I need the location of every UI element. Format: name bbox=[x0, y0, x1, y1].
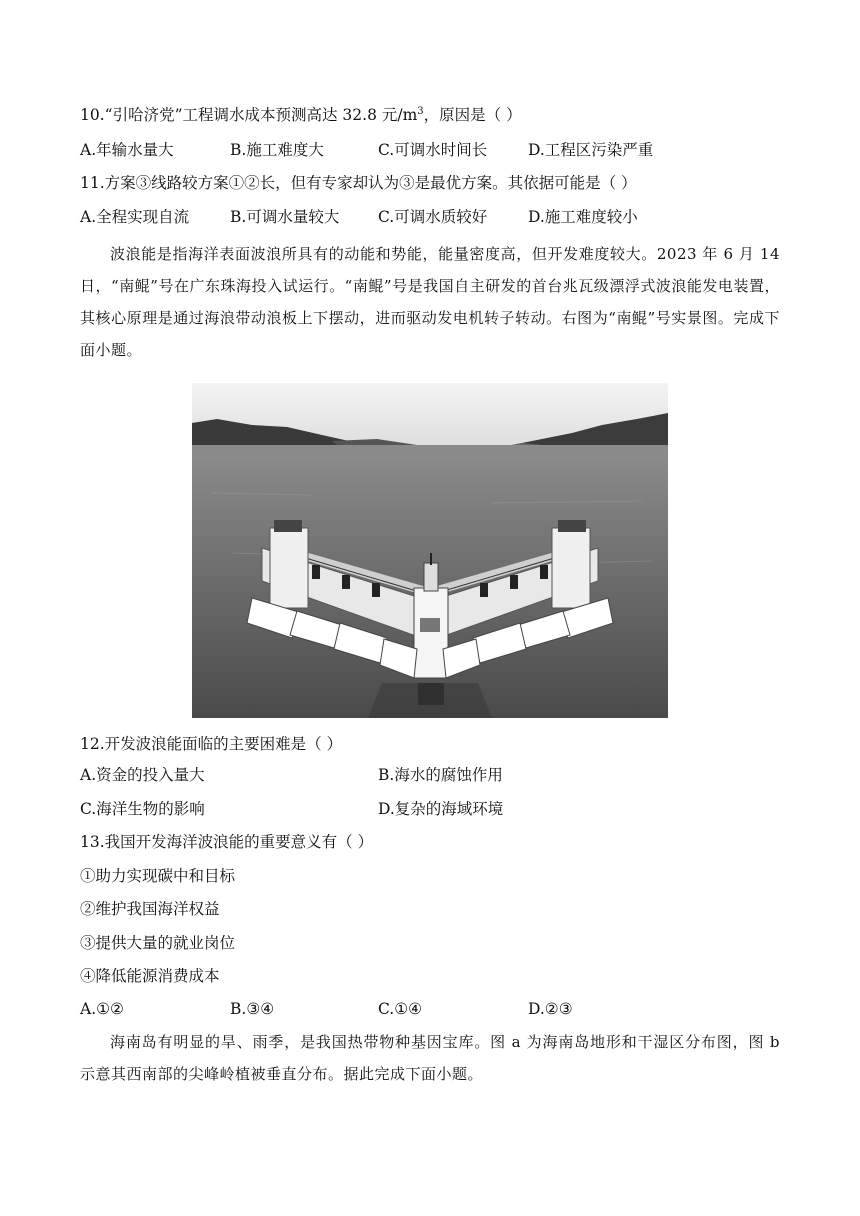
option-d[interactable]: D.工程区污染严重 bbox=[528, 141, 654, 159]
option-b[interactable]: B.③④ bbox=[230, 1000, 275, 1018]
question-13-item-1: ①助力实现碳中和目标 bbox=[80, 867, 236, 885]
question-12-options-row1 bbox=[80, 764, 780, 786]
option-c[interactable]: C.可调水质较好 bbox=[378, 208, 488, 226]
option-a[interactable]: A.①② bbox=[80, 1000, 124, 1018]
question-13-item-2: ②维护我国海洋权益 bbox=[80, 900, 220, 918]
question-13-stem: 13.我国开发海洋波浪能的重要意义有（ ） bbox=[80, 833, 374, 851]
option-c[interactable]: C.海洋生物的影响 bbox=[80, 800, 205, 818]
question-12-stem: 12.开发波浪能面临的主要困难是（ ） bbox=[80, 735, 343, 753]
question-11-options bbox=[80, 206, 780, 228]
option-a[interactable]: A.资金的投入量大 bbox=[80, 766, 205, 784]
option-a[interactable]: A.全程实现自流 bbox=[80, 208, 190, 226]
question-12-options-row2 bbox=[80, 798, 780, 820]
option-b[interactable]: B.海水的腐蚀作用 bbox=[378, 766, 503, 784]
passage-wave-energy: 波浪能是指海洋表面波浪所具有的动能和势能，能量密度高，但开发难度较大。2023 年 6 月 14 日，“南鲲”号在广东珠海投入试运行。“南鲲”号是我国自主研发的首台兆瓦级漂浮式波浪能发电装置，其核心原理是通过海浪带动浪板上下摆动，进而驱动发电机转子转动。右图为“南鲲”号实景图。完成下面小题。 bbox=[80, 245, 780, 359]
question-10-options bbox=[80, 139, 780, 161]
option-b[interactable]: B.施工难度大 bbox=[230, 141, 324, 159]
option-b[interactable]: B.可调水量较大 bbox=[230, 208, 340, 226]
passage-hainan: 海南岛有明显的旱、雨季，是我国热带物种基因宝库。图 a 为海南岛地形和干湿区分布图，图 b 示意其西南部的尖峰岭植被垂直分布。据此完成下面小题。 bbox=[80, 1033, 780, 1083]
question-10-stem: 10.“引哈济党”工程调水成本预测高达 32.8 元$/m^3$，原因是（ ） bbox=[80, 105, 522, 124]
question-13-item-4: ④降低能源消费成本 bbox=[80, 967, 220, 985]
option-c[interactable]: C.可调水时间长 bbox=[378, 141, 488, 159]
question-11-stem: 11.方案③线路较方案①②长，但有专家却认为③是最优方案。其依据可能是（ ） bbox=[80, 174, 637, 192]
question-13-options bbox=[80, 998, 780, 1020]
nankun-device-photo bbox=[192, 383, 668, 718]
option-a[interactable]: A.年输水量大 bbox=[80, 141, 174, 159]
question-13-item-3: ③提供大量的就业岗位 bbox=[80, 934, 236, 952]
option-c[interactable]: C.①④ bbox=[378, 1000, 423, 1018]
option-d[interactable]: D.复杂的海域环境 bbox=[378, 800, 504, 818]
option-d[interactable]: D.施工难度较小 bbox=[528, 208, 638, 226]
option-d[interactable]: D.②③ bbox=[528, 1000, 573, 1018]
